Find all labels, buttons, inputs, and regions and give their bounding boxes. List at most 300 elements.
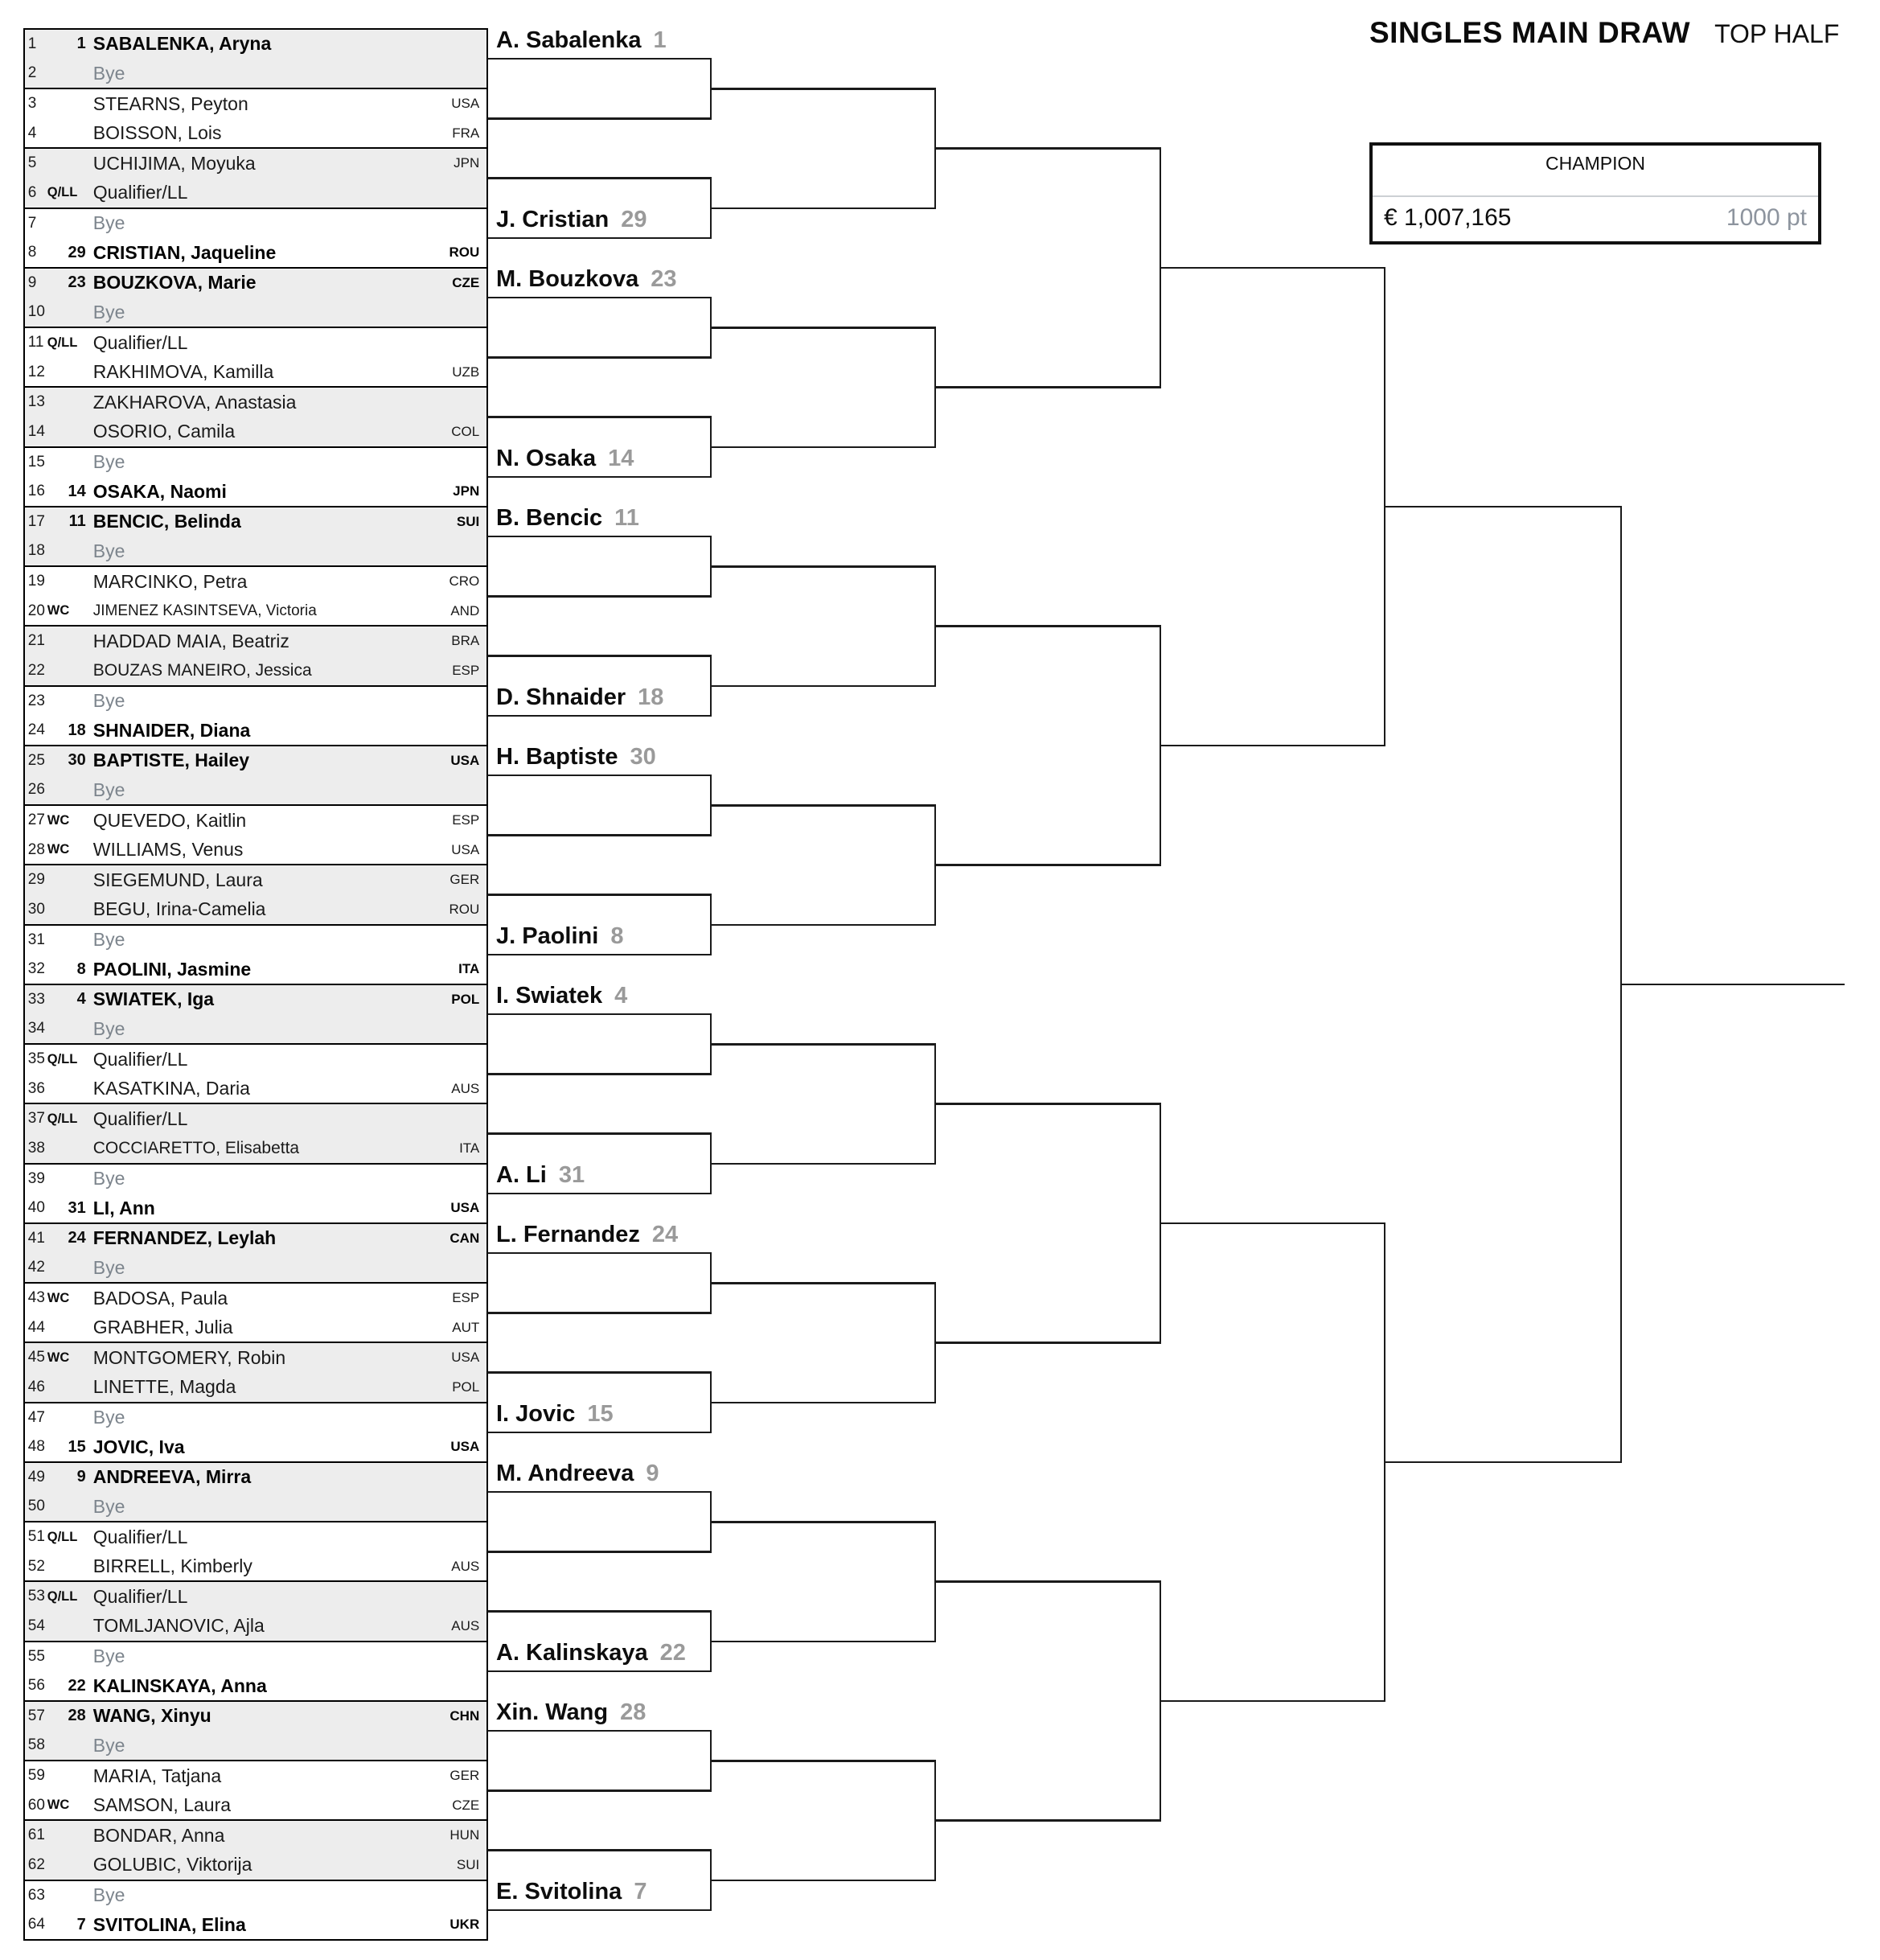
draw-row-player: [25, 238, 487, 267]
entry-tag: Q/LL: [47, 1051, 78, 1066]
entry-tag: Q/LL: [47, 1529, 78, 1544]
bracket-line-horizontal: [711, 88, 935, 90]
bye-label: Bye: [92, 451, 125, 473]
draw-row-player: [25, 1074, 487, 1103]
draw-row-player: [25, 1761, 487, 1790]
country-code: GER: [449, 1768, 480, 1784]
draw-row-bye: [25, 1403, 487, 1432]
entry-tag: WC: [47, 1350, 70, 1365]
draw-position-number: 1: [27, 35, 37, 52]
draw-row-player: [25, 328, 487, 357]
bracket-line-vertical: [710, 297, 712, 359]
entry-status-cell: [47, 842, 86, 857]
round2-winner-label: [496, 683, 930, 715]
player-name: MONTGOMERY, Robin: [92, 1346, 286, 1368]
draw-row-bye: [25, 1492, 487, 1521]
player-name: Qualifier/LL: [92, 1107, 188, 1129]
draw-row-bye: [25, 775, 487, 804]
country-code: AUT: [452, 1319, 480, 1335]
draw-row-player: [25, 118, 487, 147]
player-name: BIRRELL, Kimberly: [92, 1555, 252, 1577]
draw-row-player: [25, 388, 487, 417]
bracket-line-horizontal: [1160, 745, 1385, 747]
entry-status-cell: [47, 1291, 86, 1306]
bracket-line-vertical: [710, 58, 712, 120]
bracket-line-horizontal: [1160, 1700, 1385, 1703]
draw-position-number: 42: [27, 1259, 45, 1276]
draw-row-player: [25, 1432, 487, 1461]
entry-status-cell: [47, 1677, 86, 1695]
draw-row-player: [25, 1224, 487, 1253]
bracket-line-vertical: [1160, 1580, 1162, 1822]
entry-status-cell: [47, 813, 86, 828]
bracket-line-horizontal: [487, 1849, 711, 1851]
round2-winner-name: E. Svitolina: [496, 1878, 622, 1905]
first-round-match-box: [23, 1580, 489, 1642]
first-round-match-box: [23, 625, 489, 687]
bracket-line-vertical: [710, 536, 712, 598]
draw-row-player: [25, 507, 487, 536]
country-code: POL: [451, 991, 480, 1007]
first-round-match-box: [23, 804, 489, 866]
country-code: CHN: [449, 1707, 480, 1724]
bracket-line-vertical: [934, 1521, 937, 1642]
player-name: FERNANDEZ, Leylah: [92, 1227, 277, 1249]
draw-position-number: 18: [27, 542, 45, 560]
bracket-line-horizontal: [487, 1371, 711, 1374]
draw-row-player: [25, 179, 487, 208]
bracket-line-horizontal: [487, 775, 711, 777]
draw-position-number: 22: [27, 661, 45, 679]
player-name: RAKHIMOVA, Kamilla: [92, 361, 274, 383]
draw-position-number: 36: [27, 1079, 45, 1097]
player-name: OSORIO, Camila: [92, 421, 236, 442]
entry-status-cell: [47, 335, 86, 351]
country-code: BRA: [451, 633, 480, 649]
draw-row-bye: [25, 209, 487, 238]
draw-position-number: 38: [27, 1139, 45, 1157]
bye-label: Bye: [92, 540, 125, 561]
round2-winner-label: [496, 1698, 930, 1730]
champion-box: [1369, 142, 1821, 244]
round2-winner-label: [496, 503, 930, 536]
entry-tag: Q/LL: [47, 185, 78, 200]
entry-status-cell: [47, 990, 86, 1009]
draw-row-player: [25, 1104, 487, 1133]
seed-number: 29: [68, 243, 86, 261]
round2-winner-seed: 29: [621, 206, 647, 232]
draw-row-bye: [25, 59, 487, 88]
player-name: BOISSON, Lois: [92, 122, 222, 144]
round2-winner-label: [496, 1220, 930, 1252]
seed-number: 18: [68, 721, 86, 739]
player-name: Qualifier/LL: [92, 1585, 188, 1607]
page-title: SINGLES MAIN DRAW: [1369, 16, 1691, 49]
draw-row-player: [25, 955, 487, 984]
bracket-line-horizontal: [487, 117, 711, 120]
round2-winner-seed: 11: [614, 505, 639, 532]
bracket-line-vertical: [1160, 625, 1162, 866]
bracket-line-vertical: [934, 88, 937, 209]
country-code: COL: [451, 423, 480, 439]
draw-row-player: [25, 567, 487, 596]
draw-row-player: [25, 1821, 487, 1850]
entry-status-cell: [47, 751, 86, 770]
draw-row-player: [25, 596, 487, 625]
round2-winner-seed: 14: [608, 445, 634, 471]
entry-status-cell: [47, 1589, 86, 1605]
draw-row-player: [25, 1463, 487, 1492]
round2-winner-name: I. Jovic: [496, 1400, 576, 1427]
draw-position-number: 2: [27, 64, 37, 82]
round2-winner-name: J. Cristian: [496, 206, 610, 232]
bracket-line-horizontal: [487, 1132, 711, 1135]
entry-status-cell: [47, 1350, 86, 1366]
country-code: FRA: [452, 125, 480, 141]
bye-label: Bye: [92, 1495, 125, 1517]
player-name: GOLUBIC, Viktorija: [92, 1854, 252, 1876]
round2-winner-name: M. Bouzkova: [496, 266, 639, 293]
round2-winner-seed: 1: [653, 27, 667, 54]
country-code: UZB: [452, 364, 480, 380]
draw-position-number: 51: [27, 1528, 45, 1546]
draw-row-player: [25, 1522, 487, 1551]
bracket-line-horizontal: [487, 177, 711, 179]
draw-position-number: 17: [27, 512, 45, 530]
draw-row-player: [25, 30, 487, 59]
player-name: KASATKINA, Daria: [92, 1078, 250, 1099]
seed-number: 11: [68, 512, 86, 531]
draw-position-number: 63: [27, 1886, 45, 1904]
draw-row-player: [25, 1582, 487, 1611]
champion-prize-row: [1373, 195, 1818, 241]
player-name: LI, Ann: [92, 1197, 155, 1218]
country-code: AUS: [451, 1080, 480, 1096]
first-round-match-box: [23, 386, 489, 448]
player-name: BEGU, Irina-Camelia: [92, 898, 266, 920]
bracket-line-horizontal: [487, 356, 711, 359]
first-round-match-box: [23, 1819, 489, 1881]
country-code: GER: [449, 872, 480, 888]
draw-position-number: 40: [27, 1199, 45, 1217]
player-name: BAPTISTE, Hailey: [92, 750, 250, 771]
seed-number: 28: [68, 1707, 86, 1725]
bracket-line-horizontal: [487, 237, 711, 240]
bye-label: Bye: [92, 779, 125, 800]
draw-row-player: [25, 1851, 487, 1880]
draw-row-player: [25, 895, 487, 924]
player-name: QUEVEDO, Kaitlin: [92, 809, 247, 831]
round2-winner-name: N. Osaka: [496, 445, 597, 471]
first-round-match-box: [23, 1282, 489, 1344]
draw-position-number: 11: [27, 334, 44, 351]
country-code: ESP: [452, 662, 480, 678]
country-code: UKR: [449, 1917, 480, 1933]
bracket-line-horizontal: [935, 1819, 1160, 1822]
bracket-line-horizontal: [1385, 506, 1621, 508]
country-code: AUS: [451, 1617, 480, 1633]
draw-position-number: 46: [27, 1378, 45, 1395]
draw-position-number: 58: [27, 1736, 45, 1754]
country-code: JPN: [454, 155, 480, 171]
draw-row-player: [25, 806, 487, 835]
bracket-line-horizontal: [711, 1043, 935, 1046]
draw-position-number: 14: [27, 422, 45, 440]
draw-position-number: 37: [27, 1110, 45, 1128]
first-round-match-box: [23, 565, 489, 627]
first-round-match-box: [23, 1222, 489, 1284]
round2-winner-label: [496, 1161, 930, 1193]
draw-position-number: 5: [27, 154, 37, 172]
draw-row-bye: [25, 1881, 487, 1910]
draw-position-number: 39: [27, 1169, 45, 1187]
bracket-line-horizontal: [487, 1670, 711, 1673]
country-code: CZE: [452, 1797, 480, 1813]
bracket-line-horizontal: [487, 595, 711, 598]
bye-label: Bye: [92, 1407, 125, 1428]
bracket-line-horizontal: [487, 834, 711, 836]
entry-tag: WC: [47, 1798, 70, 1813]
draw-position-number: 47: [27, 1408, 45, 1426]
player-name: JIMENEZ KASINTSEVA, Victoria: [92, 602, 317, 619]
draw-position-number: 8: [27, 244, 37, 261]
draw-position-number: 55: [27, 1647, 45, 1665]
country-code: JPN: [453, 483, 480, 499]
bracket-line-horizontal: [487, 1730, 711, 1732]
first-round-match-box: [23, 327, 489, 388]
country-code: USA: [450, 752, 480, 768]
draw-position-number: 54: [27, 1617, 45, 1634]
player-name: SHNAIDER, Diana: [92, 719, 251, 741]
draw-position-number: 24: [27, 721, 45, 739]
draw-position-number: 33: [27, 990, 45, 1008]
draw-row-player: [25, 1790, 487, 1819]
draw-position-number: 45: [27, 1349, 45, 1366]
bye-label: Bye: [92, 1884, 125, 1906]
bracket-line-horizontal: [935, 1580, 1160, 1583]
draw-position-number: 6: [27, 183, 37, 201]
country-code: HUN: [449, 1827, 480, 1843]
bracket-line-vertical: [934, 804, 937, 926]
bracket-line-horizontal: [487, 1909, 711, 1912]
country-code: AUS: [451, 1558, 480, 1574]
player-name: HADDAD MAIA, Beatriz: [92, 630, 289, 651]
draw-position-number: 56: [27, 1677, 45, 1695]
champion-prize-money: € 1,007,165: [1384, 204, 1512, 231]
country-code: SUI: [456, 1856, 480, 1872]
player-name: COCCIARETTO, Elisabetta: [92, 1138, 300, 1157]
bracket-line-vertical: [1160, 1103, 1162, 1344]
draw-position-number: 23: [27, 692, 45, 709]
bracket-line-horizontal: [935, 625, 1160, 627]
player-name: TOMLJANOVIC, Ajla: [92, 1615, 265, 1637]
champion-ranking-points: 1000 pt: [1726, 204, 1807, 231]
entry-status-cell: [47, 960, 86, 979]
first-round-match-box: [23, 147, 489, 209]
draw-position-number: 25: [27, 751, 45, 769]
entry-status-cell: [47, 1916, 86, 1934]
player-name: MARIA, Tatjana: [92, 1765, 222, 1786]
bracket-line-horizontal: [935, 147, 1160, 150]
round2-winner-label: [496, 265, 930, 297]
round2-winner-seed: 15: [587, 1400, 614, 1427]
entry-tag: Q/LL: [47, 335, 78, 350]
draw-position-number: 61: [27, 1826, 45, 1844]
player-name: WANG, Xinyu: [92, 1705, 211, 1727]
first-round-match-box: [23, 28, 489, 90]
player-name: KALINSKAYA, Anna: [92, 1674, 267, 1696]
draw-position-number: 52: [27, 1557, 45, 1575]
draw-row-player: [25, 1612, 487, 1641]
bracket-line-horizontal: [1160, 267, 1385, 269]
country-code: CAN: [449, 1230, 480, 1246]
bracket-line-vertical: [934, 327, 937, 448]
draw-position-number: 13: [27, 393, 45, 411]
draw-row-player: [25, 269, 487, 298]
player-name: UCHIJIMA, Moyuka: [92, 152, 256, 174]
draw-row-player: [25, 89, 487, 118]
draw-position-number: 44: [27, 1318, 45, 1336]
entry-tag: WC: [47, 812, 70, 828]
bracket-line-vertical: [1384, 1222, 1386, 1703]
bracket-line-vertical: [934, 565, 937, 687]
draw-position-number: 9: [27, 273, 37, 291]
draw-position-number: 35: [27, 1050, 45, 1068]
entry-status-cell: [47, 1111, 86, 1127]
player-name: SWIATEK, Iga: [92, 988, 215, 1010]
seed-number: 8: [76, 959, 86, 978]
draw-row-player: [25, 656, 487, 685]
bracket-line-horizontal: [711, 327, 935, 329]
bracket-line-horizontal: [935, 386, 1160, 388]
player-name: ZAKHAROVA, Anastasia: [92, 391, 297, 413]
country-code: CZE: [452, 274, 480, 290]
player-name: BENCIC, Belinda: [92, 511, 241, 532]
draw-position-number: 29: [27, 871, 45, 889]
seed-number: 30: [68, 751, 86, 770]
page-subtitle: TOP HALF: [1714, 19, 1840, 48]
player-name: Qualifier/LL: [92, 331, 188, 353]
country-code: USA: [450, 1200, 480, 1216]
draw-position-number: 27: [27, 812, 45, 829]
bracket-line-horizontal: [1621, 984, 1845, 986]
draw-row-player: [25, 149, 487, 178]
first-round-match-box: [23, 506, 489, 568]
country-code: ITA: [459, 1140, 480, 1156]
draw-row-player: [25, 1343, 487, 1372]
bracket-line-horizontal: [1160, 1222, 1385, 1225]
draw-position-number: 60: [27, 1796, 45, 1814]
bracket-line-horizontal: [487, 1551, 711, 1553]
player-name: BONDAR, Anna: [92, 1824, 225, 1846]
draw-position-number: 43: [27, 1289, 45, 1307]
draw-row-player: [25, 865, 487, 894]
bracket-line-horizontal: [487, 1491, 711, 1494]
draw-position-number: 62: [27, 1855, 45, 1873]
round2-winner-seed: 30: [630, 744, 656, 770]
draw-position-number: 41: [27, 1229, 45, 1247]
bracket-line-horizontal: [487, 1013, 711, 1016]
entry-status-cell: [47, 483, 86, 501]
draw-position-number: 28: [27, 840, 45, 858]
round2-winner-seed: 18: [638, 684, 664, 710]
bracket-line-horizontal: [711, 1760, 935, 1762]
draw-row-player: [25, 1194, 487, 1222]
seed-number: 24: [68, 1229, 86, 1247]
player-name: Qualifier/LL: [92, 182, 188, 203]
draw-row-player: [25, 1045, 487, 1074]
draw-row-bye: [25, 1014, 487, 1043]
draw-position-number: 21: [27, 632, 45, 650]
player-name: CRISTIAN, Jaqueline: [92, 241, 277, 263]
entry-tag: Q/LL: [47, 1111, 78, 1126]
first-round-match-box: [23, 1402, 489, 1464]
first-round-match-box: [23, 685, 489, 747]
draw-position-number: 12: [27, 363, 45, 380]
first-round-match-box: [23, 88, 489, 150]
entry-status-cell: [47, 1707, 86, 1725]
bye-label: Bye: [92, 1168, 125, 1190]
bracket-line-vertical: [934, 1043, 937, 1165]
first-round-match-box: [23, 745, 489, 807]
seed-number: 23: [68, 273, 86, 292]
draw-row-player: [25, 835, 487, 864]
round2-winner-seed: 7: [634, 1878, 647, 1905]
draw-position-number: 10: [27, 303, 45, 321]
first-round-match-box: [23, 984, 489, 1046]
country-code: USA: [451, 841, 480, 857]
draw-position-number: 57: [27, 1707, 45, 1724]
draw-position-number: 59: [27, 1767, 45, 1785]
bracket-line-horizontal: [487, 297, 711, 299]
draw-row-bye: [25, 1165, 487, 1194]
round2-winner-name: A. Kalinskaya: [496, 1639, 648, 1666]
round2-winner-label: [496, 1877, 930, 1909]
draw-position-number: 15: [27, 453, 45, 470]
bracket-line-vertical: [710, 1252, 712, 1314]
draw-row-bye: [25, 926, 487, 955]
bye-label: Bye: [92, 62, 125, 84]
bracket-line-horizontal: [487, 58, 711, 60]
draw-position-number: 31: [27, 931, 45, 948]
entry-tag: WC: [47, 842, 70, 857]
draw-row-bye: [25, 536, 487, 565]
seed-number: 15: [68, 1437, 86, 1456]
draw-position-number: 7: [27, 214, 37, 232]
draw-row-player: [25, 477, 487, 506]
player-name: SAMSON, Laura: [92, 1794, 232, 1816]
draw-row-bye: [25, 298, 487, 327]
draw-position-number: 48: [27, 1438, 45, 1456]
entry-status-cell: [47, 185, 86, 200]
draw-row-player: [25, 1910, 487, 1939]
entry-status-cell: [47, 512, 86, 531]
bracket-line-horizontal: [487, 1252, 711, 1255]
draw-position-number: 20: [27, 602, 45, 619]
bracket-line-horizontal: [487, 1789, 711, 1792]
country-code: SUI: [456, 513, 480, 529]
draw-row-player: [25, 417, 487, 446]
draw-row-player: [25, 746, 487, 775]
round2-winner-label: [496, 1459, 930, 1491]
country-code: CRO: [449, 573, 480, 590]
draw-position-number: 53: [27, 1588, 45, 1605]
bracket-line-horizontal: [711, 565, 935, 568]
player-name: BOUZAS MANEIRO, Jessica: [92, 660, 312, 680]
round2-winner-name: J. Paolini: [496, 922, 599, 949]
round2-winner-name: H. Baptiste: [496, 744, 618, 770]
round2-winner-label: [496, 444, 930, 476]
